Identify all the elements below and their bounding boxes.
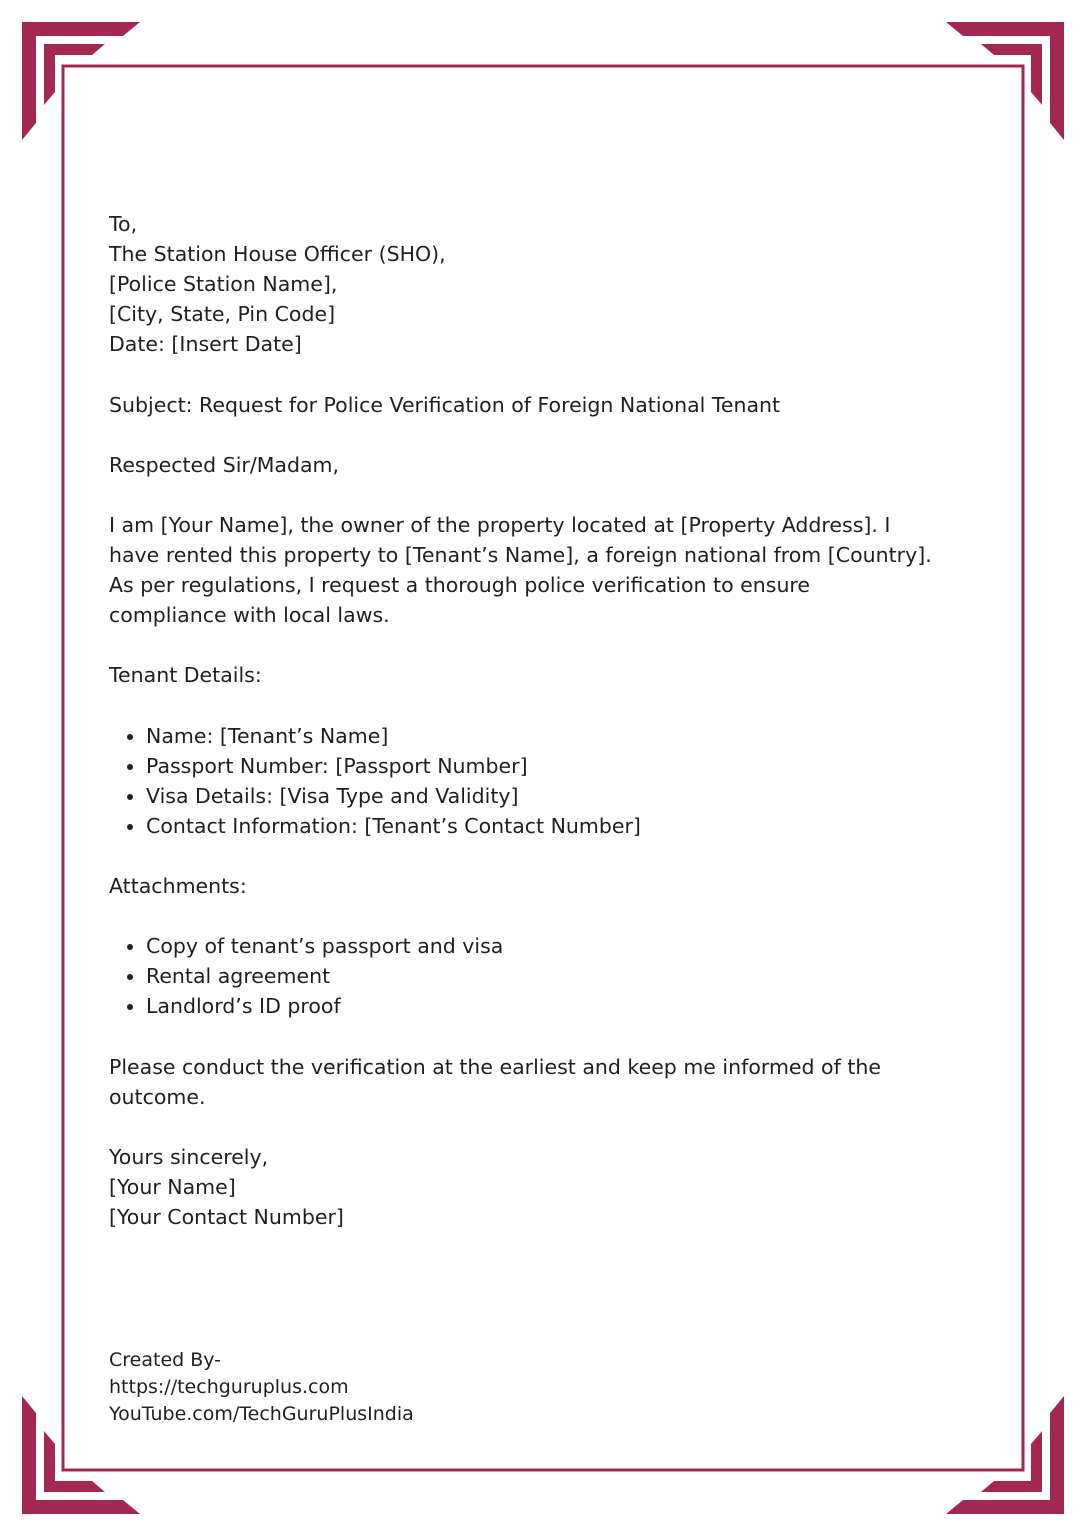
list-item: • Visa Details: [Visa Type and Validity] [146, 781, 1009, 811]
corner-ornament-top-left [22, 22, 140, 140]
list-item: • Landlord’s ID proof [146, 991, 1009, 1021]
address-recipient: The Station House Officer (SHO), [109, 242, 446, 267]
letter-body [109, 209, 1009, 1232]
address-city: [City, State, Pin Code] [109, 302, 336, 327]
credits-youtube: YouTube.com/TechGuruPlusIndia [109, 1403, 414, 1426]
list-item: • Copy of tenant’s passport and visa [146, 931, 1009, 961]
credits-block [109, 1347, 414, 1429]
sender-name: [Your Name] [109, 1175, 236, 1199]
address-to: To, [109, 212, 138, 236]
signoff: Yours sincerely, [109, 1144, 269, 1169]
corner-ornament-bottom-right [946, 1396, 1064, 1514]
tenant-details-heading: Tenant Details: [109, 663, 262, 688]
credits-website: https://techguruplus.com [109, 1376, 349, 1399]
body-paragraph [109, 510, 1009, 630]
corner-ornament-top-right [946, 22, 1064, 140]
closing-line: outcome. [109, 1084, 206, 1109]
body-line: have rented this property to [Tenant’s Name], a foreign national from [Country]. [109, 543, 932, 568]
list-item: • Contact Information: [Tenant’s Contact Number] [146, 811, 1009, 841]
body-line: As per regulations, I request a thorough police verification to ensure [109, 573, 811, 598]
attachments-list [109, 931, 1009, 1021]
letter-subject: Subject: Request for Police Verification of Foreign National Tenant [109, 392, 781, 417]
closing-paragraph [109, 1052, 1009, 1112]
body-line: I am [Your Name], the owner of the property located at [Property Address]. I [109, 512, 891, 537]
body-line: compliance with local laws. [109, 603, 390, 628]
list-item: • Name: [Tenant’s Name] [146, 721, 1009, 751]
sender-contact: [Your Contact Number] [109, 1205, 344, 1230]
address-station: [Police Station Name], [109, 272, 338, 297]
closing-line: Please conduct the verification at the earliest and keep me informed of the [109, 1054, 881, 1079]
list-item: • Rental agreement [146, 961, 1009, 991]
attachments-heading: Attachments: [109, 874, 247, 899]
salutation: Respected Sir/Madam, [109, 452, 340, 477]
credits-created-by: Created By- [109, 1349, 222, 1371]
tenant-details-list [109, 721, 1009, 841]
list-item: • Passport Number: [Passport Number] [146, 751, 1009, 781]
letter-date: Date: [Insert Date] [109, 332, 302, 357]
